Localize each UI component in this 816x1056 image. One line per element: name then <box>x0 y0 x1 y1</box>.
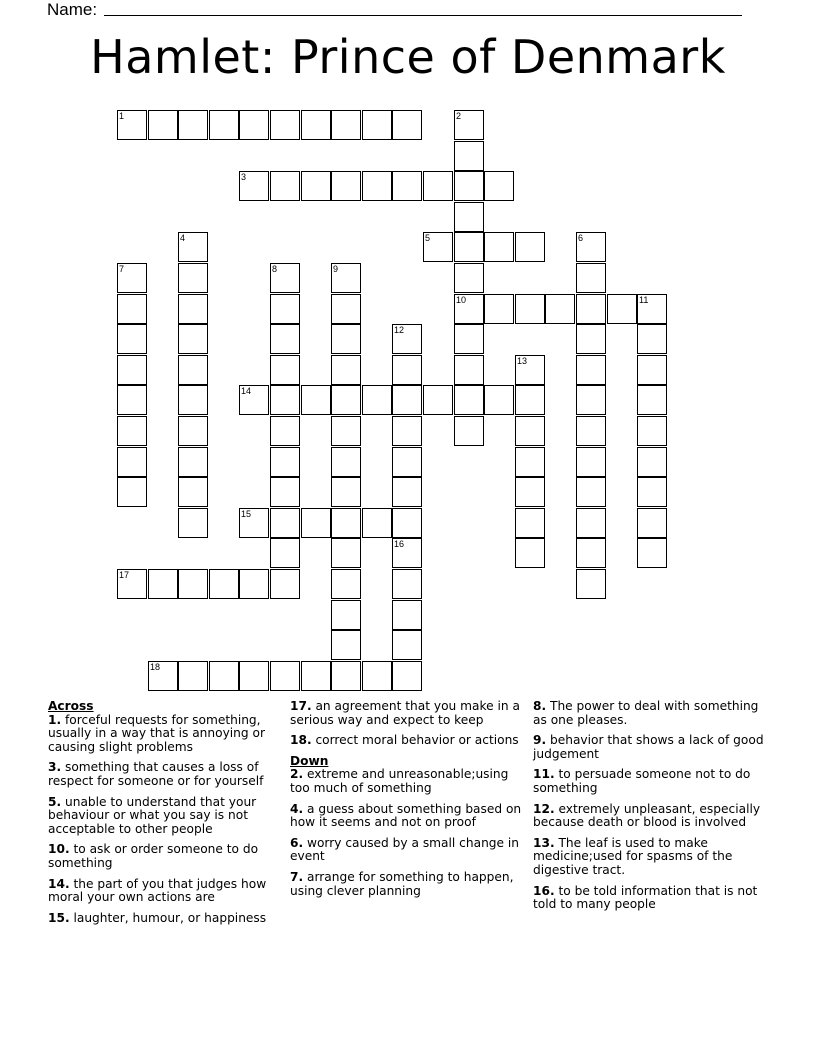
grid-cell[interactable] <box>362 508 392 538</box>
grid-cell[interactable] <box>576 477 606 507</box>
grid-cell[interactable] <box>362 661 392 691</box>
grid-cell[interactable] <box>576 508 606 538</box>
grid-cell[interactable] <box>239 569 269 599</box>
grid-cell[interactable] <box>392 538 422 568</box>
grid-cell[interactable] <box>331 538 361 568</box>
grid-cell[interactable] <box>484 171 514 201</box>
grid-cell[interactable] <box>331 447 361 477</box>
grid-cell[interactable] <box>239 661 269 691</box>
grid-cell[interactable] <box>117 416 147 446</box>
grid-cell[interactable] <box>331 263 361 293</box>
clue-item <box>48 912 284 926</box>
grid-cell[interactable] <box>454 202 484 232</box>
cell-number: 13 <box>517 356 528 366</box>
cell-number: 18 <box>150 662 161 672</box>
grid-cell[interactable] <box>178 416 208 446</box>
grid-cell[interactable] <box>331 355 361 385</box>
grid-cell[interactable] <box>637 385 667 415</box>
grid-cell[interactable] <box>392 355 422 385</box>
cell-number: 15 <box>241 509 252 519</box>
grid-cell[interactable] <box>454 294 484 324</box>
clue-number: 6. <box>290 835 304 850</box>
clue-text: correct moral behavior or actions <box>315 733 519 748</box>
clue-number: 11. <box>533 767 555 782</box>
grid-cell[interactable] <box>270 110 300 140</box>
cell-number: 11 <box>639 295 649 305</box>
grid-cell[interactable] <box>270 294 300 324</box>
grid-cell[interactable] <box>454 141 484 171</box>
grid-cell[interactable] <box>454 416 484 446</box>
clue-number: 2. <box>290 767 304 782</box>
clue-number: 5. <box>48 794 62 809</box>
clue-number: 17. <box>290 699 312 713</box>
grid-cell[interactable] <box>454 232 484 262</box>
grid-cell[interactable] <box>270 661 300 691</box>
grid-cell[interactable] <box>392 661 422 691</box>
grid-cell[interactable] <box>239 171 269 201</box>
cell-number: 2 <box>456 111 462 121</box>
clue-item <box>290 837 526 864</box>
grid-cell[interactable] <box>331 630 361 660</box>
grid-cell[interactable] <box>392 630 422 660</box>
clue-number: 12. <box>533 801 555 816</box>
clue-text: behavior that shows a lack of good judgement <box>533 733 764 761</box>
clue-number: 8. <box>533 699 547 713</box>
clues-column-2 <box>290 700 526 905</box>
cell-number: 6 <box>578 233 584 243</box>
grid-cell[interactable] <box>423 232 453 262</box>
grid-cell[interactable] <box>484 294 514 324</box>
grid-cell[interactable] <box>270 263 300 293</box>
grid-cell[interactable] <box>454 385 484 415</box>
grid-cell[interactable] <box>607 294 637 324</box>
grid-cell[interactable] <box>178 324 208 354</box>
grid-cell[interactable] <box>270 355 300 385</box>
grid-cell[interactable] <box>270 569 300 599</box>
clue-number: 13. <box>533 835 555 850</box>
clue-text: laughter, humour, or happiness <box>73 910 267 925</box>
clue-item <box>48 878 284 905</box>
cell-number: 14 <box>241 386 252 396</box>
grid-cell[interactable] <box>117 385 147 415</box>
clue-text: an agreement that you make in a serious way and expect to keep <box>290 699 520 727</box>
grid-cell[interactable] <box>392 600 422 630</box>
clue-number: 18. <box>290 733 312 748</box>
grid-cell[interactable] <box>301 385 331 415</box>
grid-cell[interactable] <box>637 477 667 507</box>
grid-cell[interactable] <box>515 447 545 477</box>
clue-item <box>533 734 769 761</box>
grid-cell[interactable] <box>239 508 269 538</box>
grid-cell[interactable] <box>392 171 422 201</box>
grid-cell[interactable] <box>515 416 545 446</box>
grid-cell[interactable] <box>392 385 422 415</box>
grid-cell[interactable] <box>576 538 606 568</box>
clue-item <box>533 885 769 912</box>
clue-number: 7. <box>290 869 304 884</box>
grid-cell[interactable] <box>515 477 545 507</box>
grid-cell[interactable] <box>637 447 667 477</box>
grid-cell[interactable] <box>178 508 208 538</box>
grid-cell[interactable] <box>301 508 331 538</box>
grid-cell[interactable] <box>178 385 208 415</box>
grid-cell[interactable] <box>637 355 667 385</box>
grid-cell[interactable] <box>148 661 178 691</box>
grid-cell[interactable] <box>270 508 300 538</box>
clue-item <box>48 843 284 870</box>
grid-cell[interactable] <box>392 324 422 354</box>
clue-number: 3. <box>48 760 62 775</box>
grid-cell[interactable] <box>484 232 514 262</box>
grid-cell[interactable] <box>148 569 178 599</box>
grid-cell[interactable] <box>331 508 361 538</box>
clue-text: The leaf is used to make medicine;used for spasms of the digestive tract. <box>533 835 733 877</box>
grid-cell[interactable] <box>423 385 453 415</box>
grid-cell[interactable] <box>209 569 239 599</box>
grid-cell[interactable] <box>178 110 208 140</box>
grid-cell[interactable] <box>331 171 361 201</box>
clue-item <box>290 803 526 830</box>
clue-number: 9. <box>533 733 547 748</box>
cell-number: 9 <box>333 264 339 274</box>
clues-column-1 <box>48 700 284 932</box>
clue-item <box>533 803 769 830</box>
clue-item <box>48 796 284 837</box>
grid-cell[interactable] <box>576 232 606 262</box>
grid-cell[interactable] <box>576 385 606 415</box>
grid-cell[interactable] <box>117 355 147 385</box>
grid-cell[interactable] <box>576 263 606 293</box>
grid-cell[interactable] <box>331 661 361 691</box>
grid-cell[interactable] <box>270 385 300 415</box>
clue-text: to persuade someone not to do something <box>533 767 751 795</box>
page-title: Hamlet: Prince of Denmark <box>90 30 726 84</box>
clue-number: 1. <box>48 712 62 727</box>
cell-number: 1 <box>119 111 125 121</box>
grid-cell[interactable] <box>331 569 361 599</box>
clue-item <box>290 768 526 795</box>
cell-number: 8 <box>272 264 278 274</box>
clue-text: forceful requests for something, usually in a way that is annoying or causing slight problems <box>48 712 265 754</box>
clue-text: extremely unpleasant, especially because death or blood is involved <box>533 801 761 830</box>
grid-cell[interactable] <box>301 110 331 140</box>
grid-cell[interactable] <box>362 110 392 140</box>
clue-item <box>533 837 769 878</box>
cell-number: 5 <box>425 233 431 243</box>
grid-cell[interactable] <box>117 569 147 599</box>
clue-text: The power to deal with something as one pleases. <box>533 699 759 727</box>
grid-cell[interactable] <box>545 294 575 324</box>
grid-cell[interactable] <box>392 447 422 477</box>
grid-cell[interactable] <box>576 447 606 477</box>
clue-item <box>48 761 284 788</box>
clue-number: 10. <box>48 842 70 857</box>
grid-cell[interactable] <box>117 477 147 507</box>
grid-cell[interactable] <box>454 263 484 293</box>
grid-cell[interactable] <box>301 661 331 691</box>
down-heading: Down <box>290 753 329 768</box>
cell-number: 16 <box>394 539 405 549</box>
grid-cell[interactable] <box>454 355 484 385</box>
grid-cell[interactable] <box>117 294 147 324</box>
grid-cell[interactable] <box>209 661 239 691</box>
clue-text: the part of you that judges how moral your own actions are <box>48 876 267 905</box>
grid-cell[interactable] <box>301 171 331 201</box>
clue-text: to be told information that is not told to many people <box>533 883 758 912</box>
clue-item <box>533 768 769 795</box>
grid-cell[interactable] <box>178 447 208 477</box>
grid-cell[interactable] <box>362 171 392 201</box>
grid-cell[interactable] <box>148 110 178 140</box>
grid-cell[interactable] <box>117 447 147 477</box>
grid-cell[interactable] <box>239 110 269 140</box>
grid-cell[interactable] <box>270 416 300 446</box>
grid-cell[interactable] <box>454 324 484 354</box>
grid-cell[interactable] <box>637 416 667 446</box>
grid-cell[interactable] <box>178 355 208 385</box>
grid-cell[interactable] <box>331 385 361 415</box>
clue-text: arrange for something to happen, using clever planning <box>290 869 514 898</box>
grid-cell[interactable] <box>117 110 147 140</box>
clue-text: extreme and unreasonable;using too much of something <box>290 767 509 795</box>
grid-cell[interactable] <box>392 416 422 446</box>
clue-item <box>290 871 526 898</box>
grid-cell[interactable] <box>178 569 208 599</box>
grid-cell[interactable] <box>331 600 361 630</box>
grid-cell[interactable] <box>392 110 422 140</box>
clues-column-3 <box>533 700 769 919</box>
grid-cell[interactable] <box>178 294 208 324</box>
grid-cell[interactable] <box>331 477 361 507</box>
grid-cell[interactable] <box>576 294 606 324</box>
grid-cell[interactable] <box>239 385 269 415</box>
grid-cell[interactable] <box>331 294 361 324</box>
cell-number: 7 <box>119 264 125 274</box>
grid-cell[interactable] <box>484 385 514 415</box>
grid-cell[interactable] <box>576 324 606 354</box>
cell-number: 10 <box>456 295 467 305</box>
grid-cell[interactable] <box>270 447 300 477</box>
grid-cell[interactable] <box>515 355 545 385</box>
clue-text: a guess about something based on how it seems and not on proof <box>290 801 522 830</box>
clue-text: something that causes a loss of respect for someone or for yourself <box>48 760 264 788</box>
name-label: Name: <box>47 0 98 19</box>
clue-text: to ask or order someone to do something <box>48 842 259 870</box>
grid-cell[interactable] <box>209 110 239 140</box>
clue-item <box>533 700 769 727</box>
grid-cell[interactable] <box>454 110 484 140</box>
clue-number: 15. <box>48 910 70 925</box>
grid-cell[interactable] <box>637 324 667 354</box>
grid-cell[interactable] <box>637 538 667 568</box>
grid-cell[interactable] <box>392 477 422 507</box>
clue-number: 14. <box>48 876 70 891</box>
grid-cell[interactable] <box>515 508 545 538</box>
grid-cell[interactable] <box>117 263 147 293</box>
grid-cell[interactable] <box>270 171 300 201</box>
grid-cell[interactable] <box>576 569 606 599</box>
grid-cell[interactable] <box>178 232 208 262</box>
clue-item <box>290 734 526 748</box>
grid-cell[interactable] <box>423 171 453 201</box>
cell-number: 12 <box>394 325 405 335</box>
grid-cell[interactable] <box>270 477 300 507</box>
cell-number: 17 <box>119 570 130 580</box>
grid-cell[interactable] <box>178 477 208 507</box>
cell-number: 3 <box>241 172 247 182</box>
grid-cell[interactable] <box>117 324 147 354</box>
grid-cell[interactable] <box>637 294 667 324</box>
cell-number: 4 <box>180 233 186 243</box>
grid-cell[interactable] <box>515 232 545 262</box>
grid-cell[interactable] <box>392 508 422 538</box>
grid-cell[interactable] <box>515 385 545 415</box>
clue-item <box>290 700 526 727</box>
grid-cell[interactable] <box>515 538 545 568</box>
grid-cell[interactable] <box>270 538 300 568</box>
grid-cell[interactable] <box>637 508 667 538</box>
clue-text: worry caused by a small change in event <box>290 835 520 864</box>
grid-cell[interactable] <box>270 324 300 354</box>
grid-cell[interactable] <box>576 416 606 446</box>
grid-cell[interactable] <box>178 263 208 293</box>
grid-cell[interactable] <box>454 171 484 201</box>
clue-item <box>48 714 284 755</box>
grid-cell[interactable] <box>392 569 422 599</box>
grid-cell[interactable] <box>178 661 208 691</box>
across-heading: Across <box>48 699 94 713</box>
grid-cell[interactable] <box>331 324 361 354</box>
grid-cell[interactable] <box>331 110 361 140</box>
grid-cell[interactable] <box>576 355 606 385</box>
grid-cell[interactable] <box>331 416 361 446</box>
clue-number: 4. <box>290 801 304 816</box>
grid-cell[interactable] <box>515 294 545 324</box>
clue-number: 16. <box>533 883 555 898</box>
clue-text: unable to understand that your behaviour or what you say is not acceptable to other people <box>48 794 257 836</box>
grid-cell[interactable] <box>362 385 392 415</box>
